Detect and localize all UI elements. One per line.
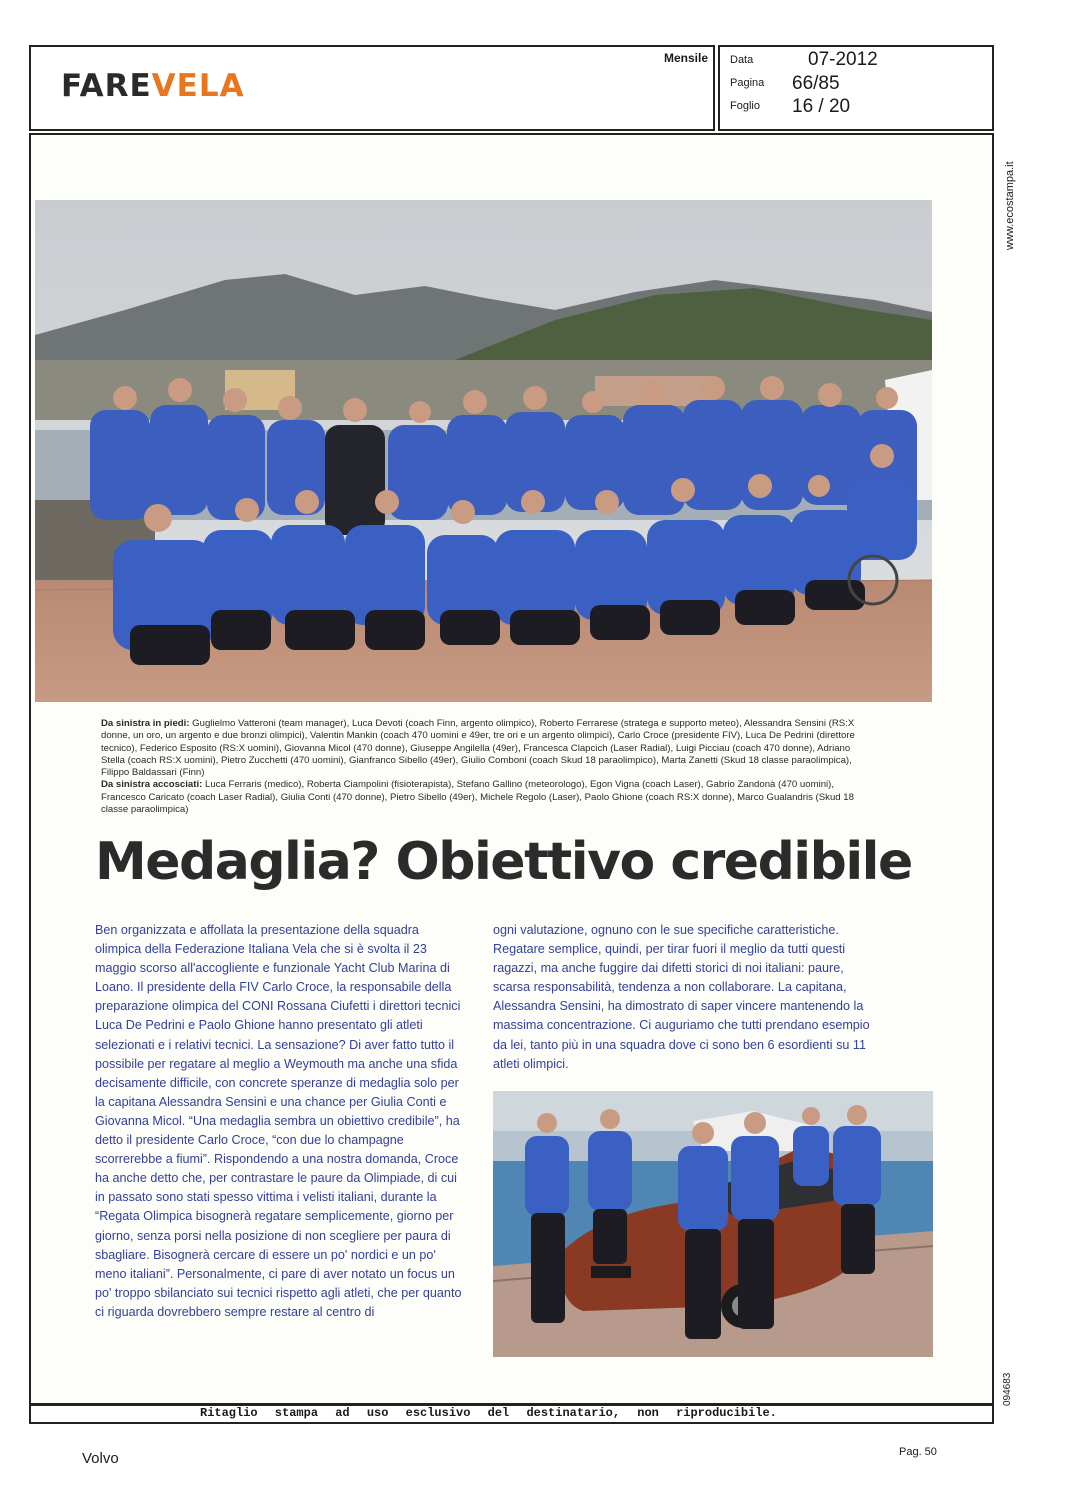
meta-label-foglio: Foglio bbox=[730, 100, 760, 112]
meta-value-pagina: 66/85 bbox=[792, 73, 840, 94]
source-url: www.ecostampa.it bbox=[1004, 161, 1016, 250]
caption-sitting-label: Da sinistra accosciati: bbox=[101, 779, 203, 791]
page-number: Pag. 50 bbox=[899, 1446, 937, 1458]
client-brand: Volvo bbox=[82, 1450, 119, 1467]
clipping-code: 094683 bbox=[1002, 1372, 1013, 1406]
meta-label-pagina: Pagina bbox=[730, 77, 765, 89]
car-photo bbox=[493, 1091, 933, 1357]
team-photo bbox=[35, 200, 932, 702]
magazine-logo: FAREVELA bbox=[61, 68, 245, 104]
article-column-1: Ben organizzata e affollata la presentazione della squadra olimpica della Federazione Italiana Vela che si è svolta il 23 maggio scorso all'accogliente e funzionale Yacht Club Marina di Loano. Il presidente della FIV Carlo Croce, la responsabile della preparazione olimpica del CONI Rossana Ciufetti i direttori tecnici Luca De Pedrini e Paolo Ghione hanno presentato gli atleti selezionati e i relativi tecnici. La sensazione? Di aver fatto tutto il possibile per regatare al meglio a Weymouth ma anche una sfida decisamente difficile, con concrete speranze di medaglia solo per la capitana Alessandra Sensini e una chance per Giulia Conti e Giovanna Micol. “Una medaglia sembra un obiettivo credibile”, ha detto il presidente Carlo Croce, “con due lo champagne scorrerebbe a fiumi”. Rispondendo a una nostra domanda, Croce ha anche detto che, per contrastare le paure da Olimpiade, di cui in passato sono stati spesso vittima i velisti italiani, durante la “Regata Olimpica bisognerà regatare semplicemente, giorno per giorno, senza porsi nella posizione di non scegliere per paura di sbagliare. Bisognerà cercare di essere un po' nordici e un po' meno italiani”. Personalmente, ci pare di aver notato un focus un po' troppo sbilanciato sui tecnici rispetto agli atleti, che per quanto ci riguarda dovrebbero sempre restare al centro di bbox=[95, 923, 462, 1319]
meta-value-data: 07-2012 bbox=[808, 49, 878, 70]
caption-standing-label: Da sinistra in piedi: bbox=[101, 718, 190, 729]
caption-standing-text: Guglielmo Vatteroni (team manager), Luca Devoti (coach Finn, argento olimpico), Roberto Ferrarese (stratega e supporto meteo), Alessandra Sensini (RS:X donne, un oro, un argento e due bronzi olimpici), Valentin Mankin (coach 470 uomini e 49er, tre ori e un argento olimpici), Carlo Croce (presidente FIV), Luca De Pedrini (direttore tecnico), Federico Esposito (RS:X uomini), Giovanna Micol (470 donne), Giuseppe Angilella (49er), Francesca Clapcich (Laser Radial), Luigi Picciau (coach 470 donne), Adriano Stella (coach RS:X uomini), Pietro Zucchetti (470 uomini), Gianfranco Sibello (49er), Giulio Comboni (coach Skud 18 paraolimpico), Marta Zanetti (Skud 18 classe paraolimpica), Filippo Baldassari (Finn) bbox=[101, 718, 855, 779]
article-headline: Medaglia? Obiettivo credibile bbox=[95, 832, 912, 892]
footer-disclaimer: Ritaglio stampa ad uso esclusivo del destinatario, non riproducibile. bbox=[200, 1406, 777, 1420]
frequency-label: Mensile bbox=[664, 51, 709, 65]
photo-caption bbox=[101, 718, 876, 816]
article-column-2: ogni valutazione, ognuno con le sue specifiche caratteristiche. Regatare semplice, quindi, per tirar fuori il meglio da tutti questi ragazzi, ma anche fuggire dai difetti storici di noi italiani: paure, scarsa responsabilità, tendenza a non collaborare. La capitana, Alessandra Sensini, ha dimostrato di saper vincere mantenendo la massima concentrazione. Ci auguriamo che tutti prendano esempio da lei, tanto più in una squadra dove ci sono ben 6 esordienti su 11 atleti olimpici. bbox=[493, 923, 870, 1071]
meta-value-foglio: 16 / 20 bbox=[792, 96, 851, 117]
meta-label-data: Data bbox=[730, 54, 754, 66]
caption-sitting-text: Luca Ferraris (medico), Roberta Ciampolini (fisioterapista), Stefano Gallino (meteorologo), Egon Vigna (coach Laser), Gabrio Zandonà (470 uomini), Francesco Caricato (coach Laser Radial), Giulia Conti (470 donne), Pietro Sibello (49er), Michele Regolo (Laser), Paolo Ghione (coach RS:X donne), Marco Gualandris (Skud 18 classe paraolimpica) bbox=[101, 779, 854, 816]
